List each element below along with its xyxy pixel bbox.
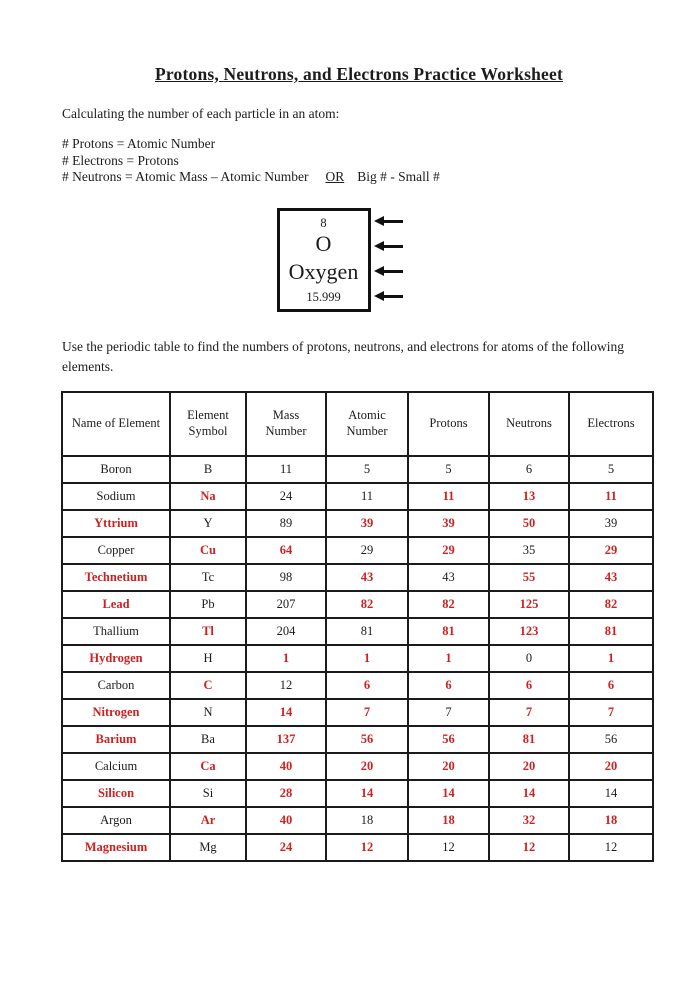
instruction-text: Use the periodic table to find the numbers of protons, neutrons, and electrons for atoms of the following elements.: [62, 338, 624, 374]
table-cell: 43: [408, 564, 489, 591]
table-cell: N: [170, 699, 246, 726]
left-arrow-icon: [374, 241, 403, 252]
table-cell: 5: [408, 456, 489, 483]
table-cell: Ba: [170, 726, 246, 753]
table-cell: 89: [246, 510, 326, 537]
table-cell: 12: [489, 834, 569, 861]
element-diagram-area: [0, 208, 691, 312]
table-cell: 29: [408, 537, 489, 564]
table-cell: Tl: [170, 618, 246, 645]
table-cell: 50: [489, 510, 569, 537]
table-cell: 40: [246, 753, 326, 780]
table-cell: 43: [326, 564, 408, 591]
table-cell: 7: [569, 699, 653, 726]
table-cell: Magnesium: [62, 834, 170, 861]
table-header-row: [62, 392, 653, 456]
table-cell: Technetium: [62, 564, 170, 591]
table-cell: Y: [170, 510, 246, 537]
table-cell: 6: [489, 672, 569, 699]
table-cell: 40: [246, 807, 326, 834]
table-cell: 13: [489, 483, 569, 510]
table-cell: 6: [408, 672, 489, 699]
table-cell: 56: [569, 726, 653, 753]
table-cell: 137: [246, 726, 326, 753]
table-cell: Hydrogen: [62, 645, 170, 672]
table-row: [62, 564, 653, 591]
table-cell: Calcium: [62, 753, 170, 780]
table-header: [62, 392, 653, 456]
element-name-value: Oxygen: [288, 258, 359, 284]
column-header: Element Symbol: [170, 392, 246, 456]
table-cell: 14: [408, 780, 489, 807]
left-arrow-icon: [374, 216, 403, 227]
table-cell: 14: [246, 699, 326, 726]
table-cell: 81: [569, 618, 653, 645]
table-cell: 6: [569, 672, 653, 699]
column-header: Name of Element: [62, 392, 170, 456]
table-cell: Argon: [62, 807, 170, 834]
formula-electrons: # Electrons = Protons: [62, 152, 179, 168]
formula-neutrons-main: # Neutrons = Atomic Mass – Atomic Number: [62, 169, 309, 184]
element-symbol-value: O: [315, 230, 332, 256]
table-body: [62, 456, 653, 861]
atomic-mass-value: 15.999: [306, 289, 341, 304]
table-cell: 14: [326, 780, 408, 807]
table-cell: 28: [246, 780, 326, 807]
table-row: [62, 537, 653, 564]
table-cell: 5: [326, 456, 408, 483]
formula-or-word: OR: [325, 169, 345, 184]
table-cell: 20: [326, 753, 408, 780]
table-cell: 5: [569, 456, 653, 483]
table-cell: 39: [326, 510, 408, 537]
calc-intro-text: Calculating the number of each particle in an atom:: [62, 106, 340, 121]
table-row: [62, 753, 653, 780]
table-row: [62, 726, 653, 753]
table-cell: 56: [408, 726, 489, 753]
table-cell: 7: [408, 699, 489, 726]
table-cell: 18: [326, 807, 408, 834]
table-cell: 29: [326, 537, 408, 564]
table-cell: 98: [246, 564, 326, 591]
table-cell: Pb: [170, 591, 246, 618]
table-row: [62, 834, 653, 861]
table-row: [62, 591, 653, 618]
table-cell: 82: [569, 591, 653, 618]
table-cell: 82: [326, 591, 408, 618]
left-arrow-icon: [374, 291, 403, 302]
table-cell: 12: [408, 834, 489, 861]
table-cell: 32: [489, 807, 569, 834]
table-cell: 12: [326, 834, 408, 861]
table-cell: 1: [569, 645, 653, 672]
table-cell: 81: [408, 618, 489, 645]
table-cell: 6: [489, 456, 569, 483]
table-cell: C: [170, 672, 246, 699]
table-cell: Lead: [62, 591, 170, 618]
table-cell: 1: [408, 645, 489, 672]
table-cell: 125: [489, 591, 569, 618]
table-cell: 1: [326, 645, 408, 672]
table-row: [62, 699, 653, 726]
table-cell: 11: [326, 483, 408, 510]
table-cell: Nitrogen: [62, 699, 170, 726]
formula-protons: # Protons = Atomic Number: [62, 136, 216, 151]
table-cell: 20: [569, 753, 653, 780]
table-cell: 20: [408, 753, 489, 780]
table-cell: 6: [326, 672, 408, 699]
table-cell: 82: [408, 591, 489, 618]
table-cell: 64: [246, 537, 326, 564]
elements-table: [61, 391, 654, 862]
table-cell: 24: [246, 483, 326, 510]
column-header: Protons: [408, 392, 489, 456]
table-cell: 12: [246, 672, 326, 699]
table-cell: 56: [326, 726, 408, 753]
table-cell: 1: [246, 645, 326, 672]
table-cell: Na: [170, 483, 246, 510]
formula-neutrons-alt: Big # - Small #: [357, 169, 440, 184]
table-cell: Mg: [170, 834, 246, 861]
table-cell: 81: [326, 618, 408, 645]
table-cell: 11: [408, 483, 489, 510]
table-cell: Si: [170, 780, 246, 807]
table-cell: 7: [489, 699, 569, 726]
table-row: [62, 672, 653, 699]
table-cell: 12: [569, 834, 653, 861]
table-cell: Ca: [170, 753, 246, 780]
arrow-column: [374, 208, 403, 312]
table-cell: 43: [569, 564, 653, 591]
column-header: Electrons: [569, 392, 653, 456]
table-row: [62, 618, 653, 645]
table-cell: Yttrium: [62, 510, 170, 537]
table-cell: 55: [489, 564, 569, 591]
table-cell: 39: [408, 510, 489, 537]
table-row: [62, 780, 653, 807]
table-cell: Tc: [170, 564, 246, 591]
table-cell: B: [170, 456, 246, 483]
column-header: Neutrons: [489, 392, 569, 456]
table-row: [62, 645, 653, 672]
table-cell: 14: [489, 780, 569, 807]
table-cell: Barium: [62, 726, 170, 753]
table-cell: 20: [489, 753, 569, 780]
table-cell: 11: [569, 483, 653, 510]
table-cell: 18: [408, 807, 489, 834]
table-cell: 29: [569, 537, 653, 564]
table-row: [62, 483, 653, 510]
table-row: [62, 510, 653, 537]
table-cell: Carbon: [62, 672, 170, 699]
column-header: Mass Number: [246, 392, 326, 456]
table-cell: Boron: [62, 456, 170, 483]
table-cell: 207: [246, 591, 326, 618]
table-cell: 11: [246, 456, 326, 483]
table-cell: 14: [569, 780, 653, 807]
table-cell: 123: [489, 618, 569, 645]
table-cell: 24: [246, 834, 326, 861]
column-header: Atomic Number: [326, 392, 408, 456]
formula-list: [62, 136, 656, 186]
table-row: [62, 807, 653, 834]
table-cell: Thallium: [62, 618, 170, 645]
table-cell: Copper: [62, 537, 170, 564]
table-cell: Silicon: [62, 780, 170, 807]
table-cell: 39: [569, 510, 653, 537]
table-cell: Ar: [170, 807, 246, 834]
table-cell: 0: [489, 645, 569, 672]
left-arrow-icon: [374, 266, 403, 277]
atomic-number-value: 8: [320, 215, 327, 230]
table-cell: 204: [246, 618, 326, 645]
element-tile: [277, 208, 371, 312]
table-cell: 81: [489, 726, 569, 753]
worksheet-page: [0, 64, 691, 985]
formula-neutrons: [62, 169, 656, 186]
table-cell: Sodium: [62, 483, 170, 510]
table-cell: H: [170, 645, 246, 672]
element-diagram: [277, 208, 403, 312]
table-cell: 7: [326, 699, 408, 726]
table-cell: 18: [569, 807, 653, 834]
table-cell: 35: [489, 537, 569, 564]
page-title: Protons, Neutrons, and Electrons Practice Worksheet: [155, 64, 563, 84]
table-row: [62, 456, 653, 483]
table-cell: Cu: [170, 537, 246, 564]
